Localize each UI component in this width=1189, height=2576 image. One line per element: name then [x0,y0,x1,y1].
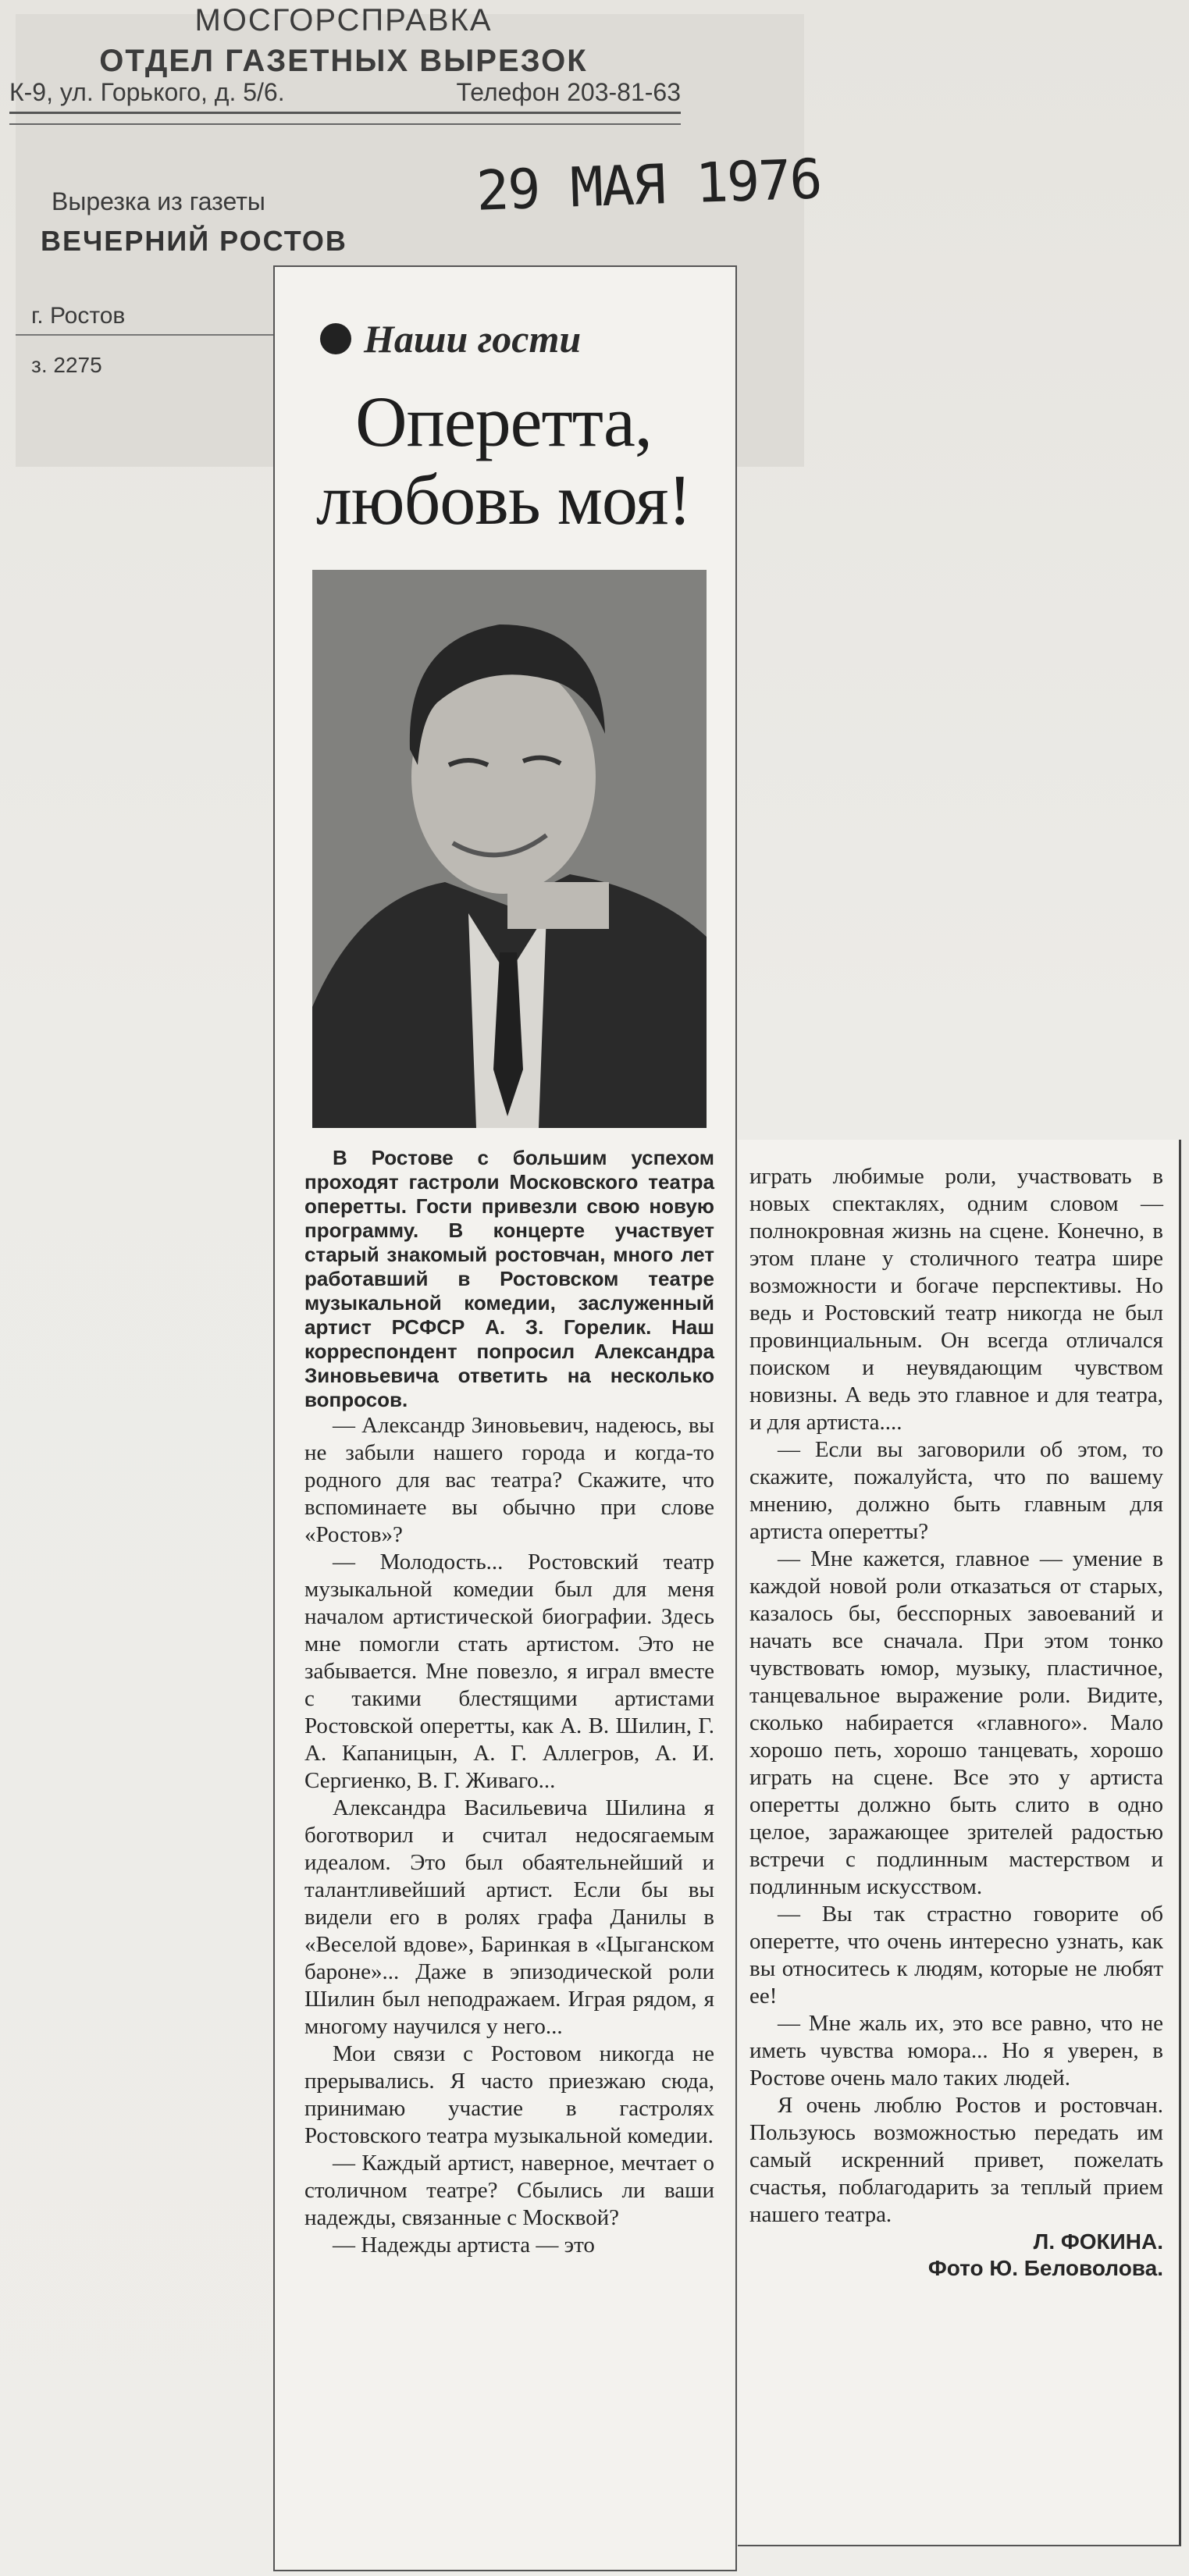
address: К-9, ул. Горького, д. 5/6. [9,78,285,106]
article-paragraph: — Каждый артист, наверное, мечтает о столичном театре? Сбылись ли ваши надежды, связанные с Москвой? [304,2151,714,2230]
portrait-photo-image [312,570,707,1128]
phone: Телефон 203-81-63 [456,78,681,106]
city: г. Ростов [31,303,126,329]
department-name: ОТДЕЛ ГАЗЕТНЫХ ВЫРЕЗОК [99,44,588,78]
portrait-photo [312,570,707,1128]
article-paragraph: — Если вы заговорили об этом, то скажите, пожалуйста, что по вашему мнению, должно быть главным для артиста оперетты? [749,1437,1163,1544]
article-column-right [749,1163,1163,2282]
article-title [281,382,726,539]
author-signature: Л. ФОКИНА. [1033,2229,1163,2254]
org-name: МОСГОРСПРАВКА [194,3,493,37]
article-column-left [304,1146,714,2259]
divider [16,334,273,336]
article-paragraph: Александра Васильевича Шилина я боготворил и считал недосягаемым идеалом. Это был обаятельнейший и талантливейший артист. Если бы вы видели его в ролях графа Данилы в «Веселой вдове», Баринкая в «Цыганском бароне»... Даже в эпизодической роли Шилин был неподражаем. Играя рядом, я многому научился у него... [304,1795,714,2039]
article-paragraph: — Молодость... Ростовский театр музыкальной комедии был для меня началом артистической биографии. Здесь мне помогли стать артистом. Это не забывается. Мне повезло, я играл вместе с такими блестящими артистами Ростовской оперетты, как А. В. Шилин, Г. А. Капаницын, А. Г. Аллегров, А. И. Сергиенко, В. Г. Живаго... [304,1550,714,1793]
newspaper-name: ВЕЧЕРНИЙ РОСТОВ [41,225,347,257]
article-paragraph: — Надежды артиста — это [333,2233,595,2258]
address-line [9,78,681,114]
rubric [320,316,581,361]
rubric-text: Наши гости [364,317,582,361]
article-paragraph: — Мне жаль их, это все равно, что не иметь чувства юмора... Но я уверен, в Ростове очень мало таких людей. [749,2011,1163,2090]
title-line: любовь моя! [315,460,692,539]
divider [9,123,681,125]
order-number: з. 2275 [31,353,102,377]
article-paragraph: — Мне кажется, главное — умение в каждой новой роли отказаться от старых, казалось бы, бесспорных завоеваний и начать все сначала. При этом тонко чувствовать юмор, музыку, пластичное, танцевальное выражение роли. Видите, сколько набирается «главного». Мало хорошо петь, хорошо танцевать, хорошо играть на сцене. Все это у артиста оперетты должно быть слито в одно целое, заражающее зрителей радостью встречи с подлинным мастерством и подлинным искусством. [749,1546,1163,1899]
article-paragraph: играть любимые роли, участвовать в новых спектаклях, одним словом — полнокровная жизнь на сцене. Конечно, в этом плане у столичного театра шире возможности и богаче перспективы. Но ведь и Ростовский театр никогда не был провинциальным. Он всегда отличался поиском и неувядающим чувством новизны. А ведь это главное и для театра, и для артиста.... [749,1164,1163,1435]
date-stamp: 29 МАЯ 1976 [475,147,822,223]
article-paragraph: Я очень люблю Ростов и ростовчан. Пользуюсь возможностью передать им самый искренний привет, пожелать счастья, поблагодарить за теплый прием нашего театра. [749,2093,1163,2227]
clip-label: Вырезка из газеты [52,187,265,215]
photo-credit: Фото Ю. Беловолова. [927,2256,1163,2280]
article-intro: В Ростове с большим успехом проходят гастроли Московского театра оперетты. Гости привезли свою новую программу. В концерте участвует старый знакомый ростовчан, много лет работавший в Ростовском театре музыкальной комедии, заслуженный артист РСФСР А. З. Горелик. Наш корреспондент попросил Александра Зиновьевича ответить на несколько вопросов. [304,1146,714,1411]
article-paragraph: — Александр Зиновьевич, надеюсь, вы не забыли нашего города и когда-то родного для вас театра? Скажите, что вспоминаете вы обычно при слове «Ростов»? [304,1413,714,1547]
article-paragraph: Мои связи с Ростовом никогда не прерывались. Я часто приезжаю сюда, принимаю участие в гастролях Ростовского театра музыкальной комедии. [304,2041,714,2148]
bullet-icon [320,323,351,354]
title-line: Оперетта, [355,382,652,461]
article-paragraph: — Вы так страстно говорите об оперетте, что очень интересно узнать, как вы относитесь к людям, которые не любят ее! [749,1902,1163,2008]
